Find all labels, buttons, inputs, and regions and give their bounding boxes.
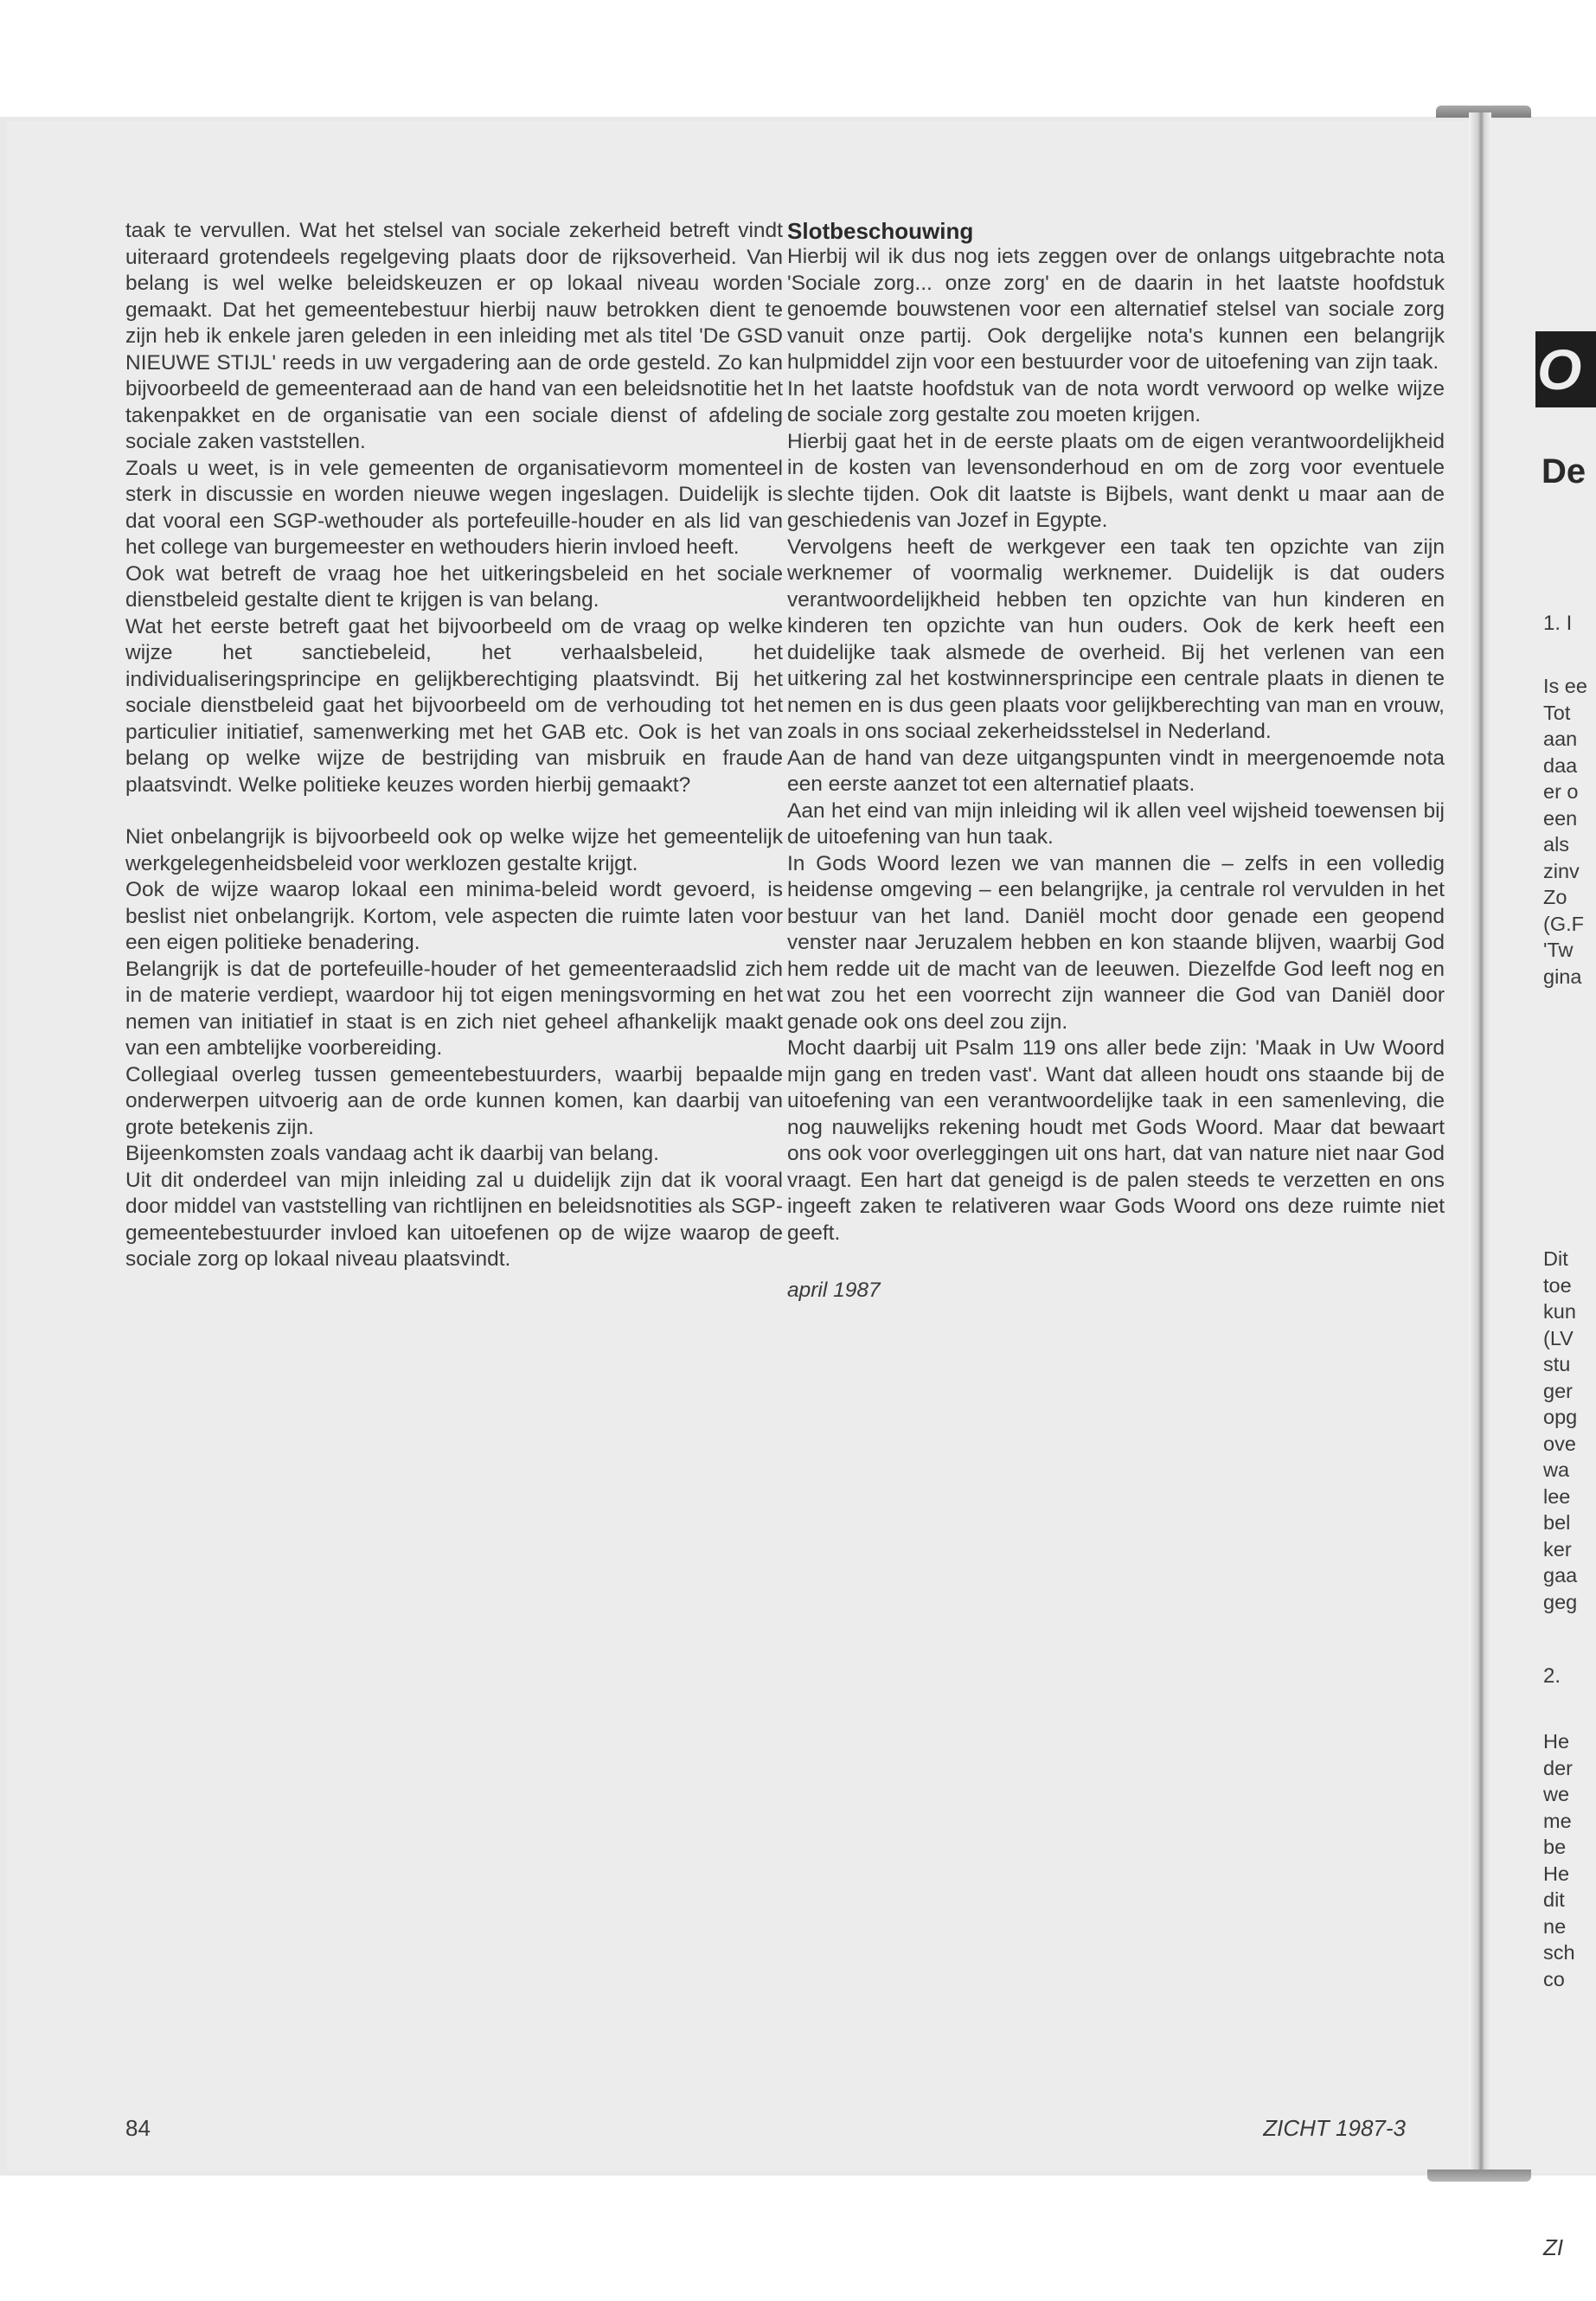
right-page-section-2: 2. (1543, 1664, 1561, 1688)
right-page-line-fragment: er o (1543, 780, 1579, 803)
right-page-line-fragment: geg (1543, 1590, 1578, 1613)
right-page-line-fragment: opg (1543, 1406, 1578, 1428)
article-column-2 (787, 218, 1445, 1304)
right-page-line-fragment: gina (1543, 965, 1582, 988)
right-page (1491, 119, 1596, 2260)
right-page-lines-a (1543, 673, 1587, 990)
right-page-line-fragment: dit (1543, 1888, 1565, 1911)
paragraph: Vervolgens heeft de werkgever een taak ten opzichte van zijn werknemer of voormalig werknemer. Duidelijk is dat ouders verantwoordelijkheid hebben ten opzichte van hun kinderen en kinderen ten opzichte van hun ouders. Ook de kerk heeft een duidelijke taak alsmede de overheid. Bij het verlenen van een uitkering zal het kostwinnersprincipe een centrale plaats in dienen te nemen en is dus geen plaats voor gelijkberechting van man en vrouw, zoals in ons sociaal zekerheidsstelsel in Nederland. (787, 535, 1445, 743)
paragraph: Belangrijk is dat de portefeuille-houder of het gemeenteraadslid zich in de materie verdiept, waardoor hij tot eigen meningsvorming en het nemen van initiatief in staat is en zich niet geheel afhankelijk maakt van een ambtelijke voorbereiding. (125, 957, 783, 1060)
paragraph: Hierbij wil ik dus nog iets zeggen over de onlangs uitgebrachte nota 'Sociale zorg... onze zorg' en de daarin in het laatste hoofdstuk genoemde bouwstenen voor een alternatief stelsel van sociale zorg vanuit onze partij. Ook dergelijke nota's kunnen een belangrijk hulpmiddel zijn voor een bestuurder voor de uitoefening van zijn taak. (787, 245, 1445, 374)
paragraph: In het laatste hoofdstuk van de nota wordt verwoord op welke wijze de sociale zorg gestalte zou moeten krijgen. (787, 376, 1445, 426)
paragraph: Ook de wijze waarop lokaal een minima-beleid wordt gevoerd, is beslist niet onbelangrijk. Kortom, vele aspecten die ruimte laten voor een eigen politieke benadering. (125, 878, 783, 954)
article-column-1 (125, 218, 783, 1273)
right-page-line-fragment: Zo (1543, 886, 1567, 908)
paragraph: In Gods Woord lezen we van mannen die – zelfs in een volledig heidense omgeving – een belangrijke, ja centrale rol vervulden in het bestuur van het land. Daniël mocht door genade een geopend venster naar Jeruzalem hebben en kon staande blijven, waarbij God hem redde uit de macht van de leeuwen. Diezelfde God leeft nog en wat zou het een voorrecht zijn wanneer die God van Daniël door genade ook ons deel zou zijn. (787, 851, 1445, 1034)
right-page-line-fragment: kun (1543, 1300, 1576, 1323)
right-page-line-fragment: lee (1543, 1484, 1571, 1508)
right-page-line-fragment: Dit (1543, 1247, 1568, 1270)
right-page-line-fragment: ne (1543, 1914, 1567, 1938)
right-page-line-fragment: ker (1543, 1537, 1572, 1561)
right-page-line-fragment: toe (1543, 1273, 1572, 1297)
right-page-line-fragment: ove (1543, 1432, 1576, 1455)
right-page-line-fragment: wa (1543, 1458, 1570, 1481)
paragraph: Aan de hand van deze uitgangspunten vindt in meergenoemde nota een eerste aanzet tot een alternatief plaats. (787, 746, 1445, 796)
right-page-line-fragment: daa (1543, 753, 1578, 777)
right-page-line-fragment: me (1543, 1809, 1572, 1832)
page-gutter (1469, 112, 1491, 2180)
right-page-line-fragment: we (1543, 1783, 1570, 1805)
paragraph: Ook wat betreft de vraag hoe het uitkeringsbeleid en het sociale dienstbeleid gestalte dient te krijgen is van belang. (125, 561, 783, 612)
right-page-line-fragment: als (1543, 833, 1570, 856)
paragraph: Niet onbelangrijk is bijvoorbeeld ook op welke wijze het gemeentelijk werkgelegenheidsbeleid voor werklozen gestalte krijgt. (125, 825, 783, 875)
paragraph: Hierbij gaat het in de eerste plaats om de eigen verantwoordelijkheid in de kosten van levensonderhoud en om de zorg voor eventuele slechte tijden. Ook dit laatste is Bijbels, want denkt u maar aan de geschiedenis van Jozef in Egypte. (787, 429, 1445, 532)
right-page-line-fragment: sch (1543, 1941, 1575, 1964)
paragraph: Collegiaal overleg tussen gemeentebestuurders, waarbij bepaalde onderwerpen uitvoerig aan de orde kunnen komen, kan daarbij van grote betekenis zijn. (125, 1062, 783, 1139)
article-date: april 1987 (787, 1279, 881, 1302)
paragraph: Wat het eerste betreft gaat het bijvoorbeeld om de vraag op welke wijze het sanctiebeleid, het verhaalsbeleid, het individualiseringsprincipe en gelijkberechtiging plaatsvindt. Bij het sociale dienstbeleid gaat het bijvoorbeeld om de verhouding tot het particulier initiatief, samenwerking met het GAB etc. Ook is het van belang op welke wijze de bestrijding van misbruik en fraude plaatsvindt. Welke politieke keuzes worden hierbij gemaakt? (125, 614, 783, 797)
section-block-letter: O (1535, 331, 1596, 407)
paragraph: Uit dit onderdeel van mijn inleiding zal u duidelijk zijn dat ik vooral door middel van vaststelling van richtlijnen en beleidsnotities als SGP-gemeentebestuurder invloed kan uitoefenen op de wijze waarop de sociale zorg op lokaal niveau plaatsvindt. (125, 1168, 783, 1271)
right-page-line-fragment: gaa (1543, 1564, 1578, 1586)
right-page-line-fragment: Is ee (1543, 675, 1587, 697)
right-page-line-fragment: (G.F (1543, 912, 1584, 935)
right-page-line-fragment: bel (1543, 1511, 1571, 1534)
paragraph: Bijeenkomsten zoals vandaag acht ik daarbij van belang. (125, 1142, 659, 1165)
paragraph: Zoals u weet, is in vele gemeenten de organisatievorm momenteel sterk in discussie en worden nieuwe wegen ingeslagen. Duidelijk is dat vooral een SGP-wethouder als portefeuille-houder en als lid van het college van burgemeester en wethouders hierin invloed heeft. (125, 456, 783, 559)
journal-footer: ZICHT 1987-3 (1263, 2115, 1406, 2141)
right-page-line-fragment: aan (1543, 727, 1578, 750)
right-page-line-fragment: (LV (1543, 1326, 1574, 1349)
right-page-line-fragment: een (1543, 806, 1578, 830)
binding-edge-bottom (1427, 2170, 1531, 2182)
right-page-line-fragment: der (1543, 1756, 1573, 1779)
paragraph: Mocht daarbij uit Psalm 119 ons aller bede zijn: 'Maak in Uw Woord mijn gang en treden vast'. Want dat alleen houdt ons staande bij de uitoefening van een verantwoordelijke taak in een samenleving, die nog nauwelijks rekening houdt met Gods Woord. Maar dat bewaart ons ook voor overleggingen uit ons hart, dat van nature niet naar God vraagt. Een hart dat geneigd is de palen steeds te verzetten en ons ingeeft zaken te relativeren waar Gods Woord ons deze ruimte niet geeft. (787, 1036, 1445, 1245)
right-page-line-fragment: Tot (1543, 701, 1571, 724)
right-page-line-fragment: 'Tw (1543, 939, 1574, 961)
right-page-line-fragment: He (1543, 1730, 1570, 1753)
paragraph-gap (125, 798, 783, 824)
right-page-line-fragment: co (1543, 1967, 1565, 1990)
right-page-journal-fragment: ZI (1543, 2234, 1564, 2260)
section-heading: Slotbeschouwing (787, 218, 974, 244)
right-page-line-fragment: ger (1543, 1379, 1573, 1402)
page-number: 84 (125, 2115, 151, 2141)
right-page-section-1: 1. I (1543, 612, 1573, 635)
right-page-line-fragment: stu (1543, 1353, 1571, 1375)
right-page-line-fragment: zinv (1543, 859, 1580, 882)
right-page-lines-c (1543, 1728, 1575, 1992)
right-page-lines-b (1543, 1246, 1577, 1615)
paragraph: Aan het eind van mijn inleiding wil ik allen veel wijsheid toewensen bij de uitoefening van hun taak. (787, 798, 1445, 849)
right-page-title-fragment: De (1542, 452, 1586, 490)
right-page-line-fragment: He (1543, 1862, 1570, 1885)
paragraph: taak te vervullen. Wat het stelsel van sociale zekerheid betreft vindt uiteraard grotendeels regelgeving plaats door de rijksoverheid. Van belang is wel welke beleidskeuzen er op lokaal niveau worden gemaakt. Dat het gemeentebestuur hierbij nauw betrokken dient te zijn heb ik enkele jaren geleden in een inleiding met als titel 'De GSD NIEUWE STIJL' reeds in uw vergadering aan de orde gesteld. Zo kan bijvoorbeeld de gemeenteraad aan de hand van een beleidsnotitie het takenpakket en de organisatie van een sociale dienst of afdeling sociale zaken vaststellen. (125, 219, 783, 453)
right-page-line-fragment: be (1543, 1836, 1567, 1858)
